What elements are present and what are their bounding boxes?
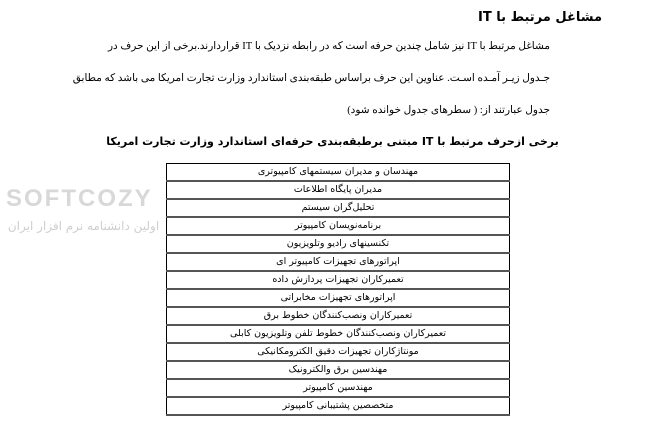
table-row <box>167 397 510 415</box>
table-cell: مهندسان و مدیران سیستمهای کامپیوتری <box>167 164 510 182</box>
paragraph-line: مشاغل مرتبط با IT نیز شامل چندین حرفه است که در رابطه نزدیک با IT قراردارند.برخی از این حرف در <box>107 41 550 52</box>
table-row <box>167 307 510 325</box>
table-row <box>167 181 510 199</box>
table-cell: تکنسینهای رادیو وتلویزیون <box>167 235 510 253</box>
table-row <box>167 235 510 253</box>
occupations-table <box>166 163 510 416</box>
table-row <box>167 325 510 343</box>
table-cell: تعمیرکاران ونصب‌کنندگان خطوط تلفن وتلویزیون کابلی <box>167 325 510 343</box>
watermark-logo: SOFTCOZY <box>6 185 153 212</box>
table-caption: برخی ازحرف مرتبط با IT مبتنی برطبقه‌بندی حرفه‌ای استاندارد وزارت تجارت امریکا <box>106 135 559 148</box>
table-cell: متخصصین پشتیبانی کامپیوتر <box>167 397 510 415</box>
paragraph-line: جـدول زیـر آمـده اسـت. عناوین این حرف براساس طبقه‌بندی استاندارد وزارت تجارت امریکا می باشد که مطابق <box>72 73 550 84</box>
table-cell: تعمیرکاران ونصب‌کنندگان خطوط برق <box>167 307 510 325</box>
table-cell: اپراتورهای تجهیزات مخابراتی <box>167 289 510 307</box>
table-cell: مونتاژکاران تجهیزات دقیق الکترومکانیکی <box>167 343 510 361</box>
table-cell: مهندسین برق والکترونیک <box>167 361 510 379</box>
table-row <box>167 164 510 182</box>
table-row <box>167 199 510 217</box>
table-body <box>167 164 510 416</box>
paragraph-line: جدول عبارتند از: ( سطرهای جدول خوانده شود) <box>347 105 550 116</box>
table-cell: اپراتورهای تجهیزات کامپیوتر ای <box>167 253 510 271</box>
table-cell: تحلیل‌گران سیستم <box>167 199 510 217</box>
table-cell: برنامه‌نویسان کامپیوتر <box>167 217 510 235</box>
table-row <box>167 271 510 289</box>
table-row <box>167 289 510 307</box>
table-cell: مدیران پایگاه اطلاعات <box>167 181 510 199</box>
table-cell: تعمیرکاران تجهیزات پردازش داده <box>167 271 510 289</box>
watermark-subtitle: اولین دانشنامه نرم افزار ایران <box>7 219 160 233</box>
table-row <box>167 343 510 361</box>
table-cell: مهندسین کامپیوتر <box>167 379 510 397</box>
table-row <box>167 217 510 235</box>
table-row <box>167 253 510 271</box>
table-row <box>167 361 510 379</box>
section-title: مشاغل مرتبط با IT <box>478 10 602 25</box>
table-row <box>167 379 510 397</box>
